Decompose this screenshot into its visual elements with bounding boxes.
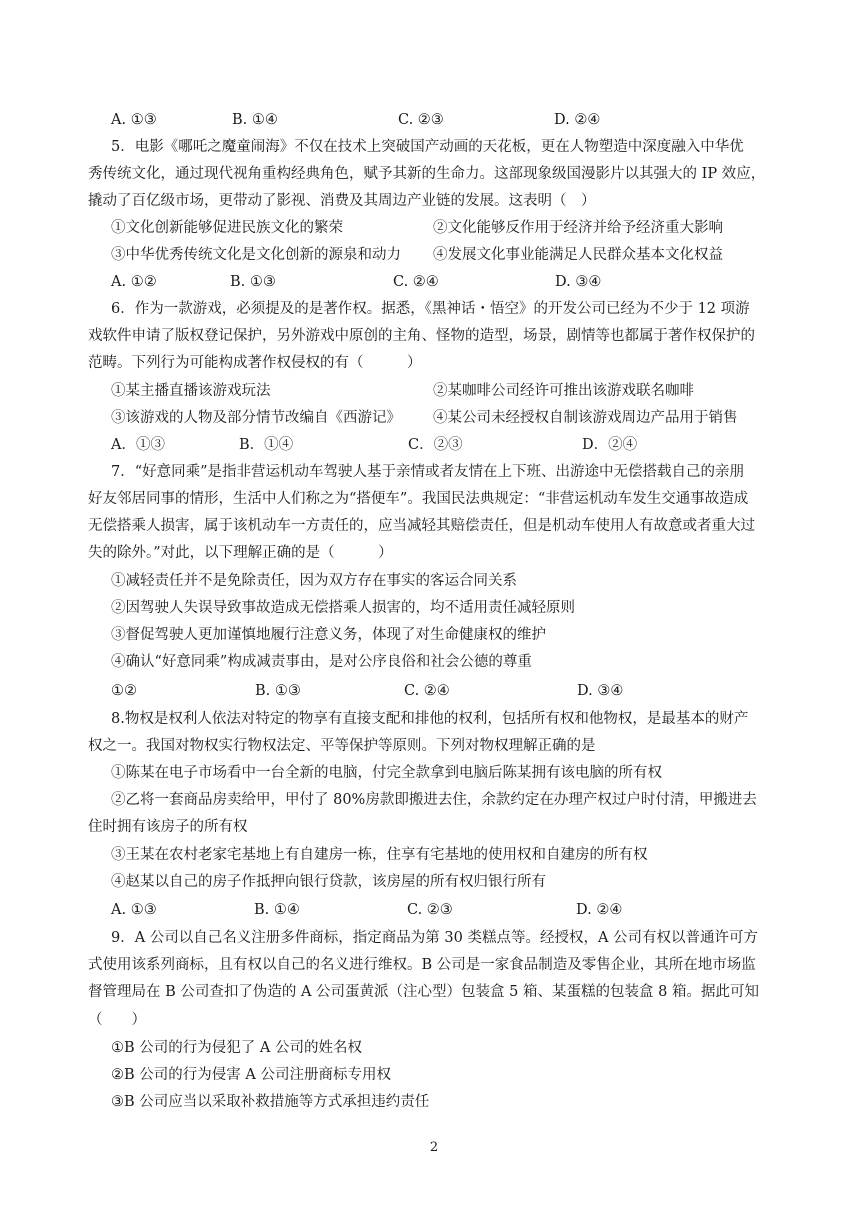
option-d: D. ②④ (554, 112, 601, 128)
option-a: A. ①② (111, 274, 157, 290)
q6-item: ①某主播直播该游戏玩法 (111, 383, 271, 399)
option-a: A. ①③ (111, 112, 157, 128)
q5-stem-line: 5．电影《哪吒之魔童闹海》不仅在技术上突破国产动画的天花板，更在人物塑造中深度融入中华优 (111, 139, 744, 155)
option-b: B. ①④ (232, 112, 278, 128)
option-b: B．①④ (239, 437, 294, 453)
q9-stem-line: （ ） (88, 1012, 146, 1028)
q9-item: ②B 公司的行为侵害 A 公司注册商标专用权 (111, 1067, 391, 1083)
q5-item: ③中华优秀传统文化是文化创新的源泉和动力 (111, 247, 401, 263)
option-c: C. ②③ (407, 902, 453, 918)
q9-item: ①B 公司的行为侵犯了 A 公司的姓名权 (111, 1040, 362, 1056)
option-c: C. ②④ (393, 274, 439, 290)
option-a: ①② (111, 683, 137, 699)
q7-item: ③督促驾驶人更加谨慎地履行注意义务，体现了对生命健康权的维护 (111, 627, 546, 643)
q6-item: ③该游戏的人物及部分情节改编自《西游记》 (111, 410, 401, 426)
q6-items-row (111, 408, 791, 428)
option-b: B. ①④ (254, 902, 300, 918)
option-d: D. ②④ (576, 902, 623, 918)
q5-item: ②文化能够反作用于经济并给予经济重大影响 (433, 220, 723, 236)
q8-stem-line: 权之一。我国对物权实行物权法定、平等保护等原则。下列对物权理解正确的是 (88, 738, 596, 754)
q5-options (111, 272, 791, 292)
q6-stem-line: 6．作为一款游戏，必须提及的是著作权。据悉，《黑神话・悟空》的开发公司已经为不少于 12 项游 (111, 301, 750, 317)
q5-item: ④发展文化事业能满足人民群众基本文化权益 (433, 247, 723, 263)
option-d: D. ③④ (555, 274, 602, 290)
option-c: C. ②③ (398, 112, 444, 128)
q9-stem-line: 9．A 公司以自己名义注册多件商标，指定商品为第 30 类糕点等。经授权，A 公司有权以普通许可方 (111, 930, 759, 946)
q6-options (111, 435, 791, 455)
q6-stem-line: 范畴。下列行为可能构成著作权侵权的有（ ） (88, 355, 422, 371)
option-b: B. ①③ (230, 274, 276, 290)
q8-item: ④赵某以自己的房子作抵押向银行贷款，该房屋的所有权归银行所有 (111, 874, 546, 890)
q6-items-row (111, 381, 791, 401)
option-c: C．②③ (408, 437, 463, 453)
prev-options (111, 110, 791, 130)
q7-stem-line: 失的除外。”对此，以下理解正确的是（ ） (88, 545, 393, 561)
q5-stem-line: 撬动了百亿级市场，更带动了影视、消费及其周边产业链的发展。这表明（ ） (88, 193, 596, 209)
q7-item: ①减轻责任并不是免除责任，因为双方存在事实的客运合同关系 (111, 573, 517, 589)
q6-item: ④某公司未经授权自制该游戏周边产品用于销售 (433, 410, 738, 426)
option-c: C. ②④ (404, 683, 450, 699)
q7-stem-line: 好友邻居同事的情形，生活中人们称之为“搭便车”。我国民法典规定：“非营运机动车发生交通事故造成 (88, 491, 749, 507)
q6-stem-line: 戏软件申请了版权登记保护，另外游戏中原创的主角、怪物的造型，场景，剧情等也都属于著作权保护的 (88, 328, 755, 344)
q7-stem-line: 无偿搭乘人损害，属于该机动车一方责任的，应当减轻其赔偿责任，但是机动车使用人有故意或者重大过 (88, 518, 755, 534)
q8-item: ②乙将一套商品房卖给甲，甲付了 80%房款即搬进去住，余款约定在办理产权过户时付清，甲搬进去 (111, 792, 757, 808)
option-d: D．②④ (582, 437, 638, 453)
q6-item: ②某咖啡公司经许可推出该游戏联名咖啡 (433, 383, 694, 399)
q8-item: ①陈某在电子市场看中一台全新的电脑，付完全款拿到电脑后陈某拥有该电脑的所有权 (111, 765, 662, 781)
q9-stem-line: 督管理局在 B 公司查扣了伪造的 A 公司蛋黄派（注心型）包装盒 5 箱、某蛋糕的包装盒 8 箱。据此可知 (88, 984, 759, 1000)
q5-item: ①文化创新能够促进民族文化的繁荣 (111, 220, 343, 236)
page-number: 2 (429, 1140, 439, 1155)
q7-item: ②因驾驶人失误导致事故造成无偿搭乘人损害的，均不适用责任减轻原则 (111, 600, 575, 616)
q5-items-row (111, 245, 791, 265)
q7-item: ④确认“好意同乘”构成减责事由，是对公序良俗和社会公德的尊重 (111, 654, 532, 670)
q9-item: ③B 公司应当以采取补救措施等方式承担违约责任 (111, 1094, 430, 1110)
q5-items-row (111, 218, 791, 238)
q9-stem-line: 式使用该系列商标，且有权以自己的名义进行维权。B 公司是一家食品制造及零售企业，其所在地市场监 (88, 957, 756, 973)
q5-stem-line: 秀传统文化，通过现代视角重构经典角色，赋予其新的生命力。这部现象级国漫影片以其强大的 IP 效应， (88, 166, 766, 182)
q7-options (111, 681, 791, 701)
q8-item: ③王某在农村老家宅基地上有自建房一栋，住享有宅基地的使用权和自建房的所有权 (111, 847, 648, 863)
option-b: B. ①③ (255, 683, 301, 699)
option-a: A．①③ (111, 437, 165, 453)
q8-options (111, 900, 791, 920)
q8-stem-line: 8.物权是权利人依法对特定的物享有直接支配和排他的权利，包括所有权和他物权，是最基本的财产 (111, 711, 749, 727)
q7-stem-line: 7．“好意同乘”是指非营运机动车驾驶人基于亲情或者友情在上下班、出游途中无偿搭载自己的亲朋 (111, 464, 745, 480)
option-a: A. ①③ (111, 902, 157, 918)
q8-item: 住时拥有该房子的所有权 (88, 819, 248, 835)
option-d: D. ③④ (577, 683, 624, 699)
